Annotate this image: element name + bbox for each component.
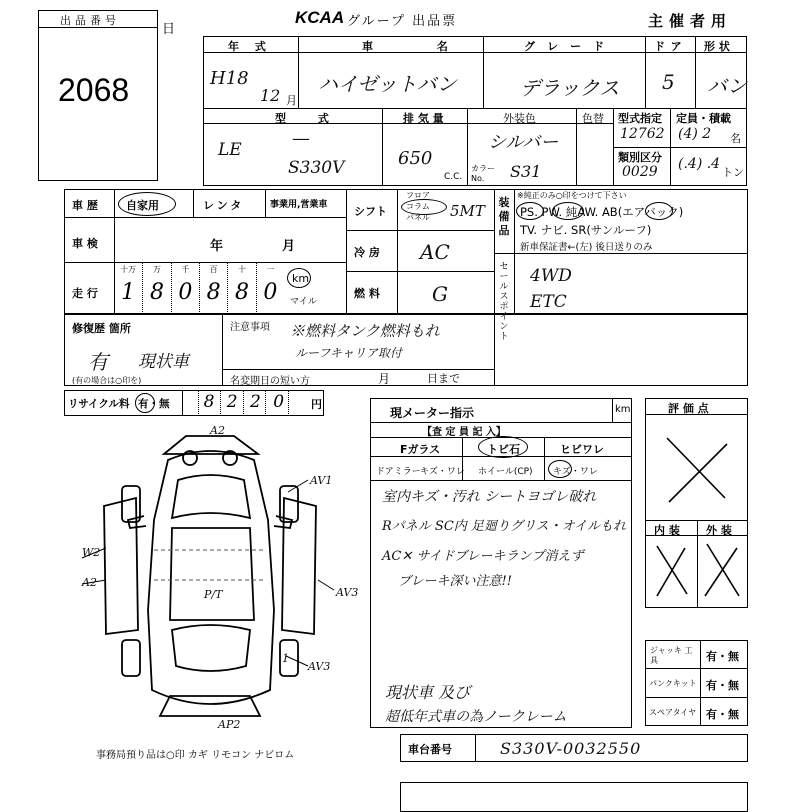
equipment-line3: 新車保証書←(左) 後日送りのみ — [520, 242, 653, 253]
ac-label: 冷 房 — [354, 246, 380, 259]
km-unit: km — [292, 272, 310, 285]
sales-point-label: セールスポイント — [499, 262, 509, 342]
divider — [182, 390, 183, 416]
yen-unit: 円 — [311, 398, 322, 411]
month-unit: 月 — [286, 94, 297, 107]
color-change-label: 色替 — [582, 112, 604, 125]
model-dash: — — [292, 128, 310, 149]
mark-ap2: AP2 — [218, 718, 241, 731]
divider — [494, 189, 495, 314]
inspection-year-unit: 年 — [210, 239, 224, 254]
car-name-value: ハイゼットバン — [318, 72, 457, 96]
mileage-place-label: 一 — [266, 265, 275, 274]
exterior-label: 外 装 — [706, 524, 732, 537]
divider — [494, 253, 748, 254]
shift-value: 5MT — [450, 202, 485, 220]
diagram-footer: 事務局預り品は○印 カギ リモコン ナビロム — [96, 750, 295, 761]
private-use: 自家用 — [126, 199, 159, 212]
body-type-value: バン — [707, 74, 747, 98]
repair-note: 現状車 — [138, 352, 189, 372]
color-no-label: カラーNo. — [471, 164, 495, 183]
wheel-scratch-circle — [548, 460, 572, 478]
mileage-digit-cell — [171, 262, 199, 314]
mark-av3-lower: AV3 — [308, 660, 331, 673]
private-use-circle — [118, 192, 176, 216]
mark-av1: AV1 — [310, 474, 333, 487]
door-mirror-label: ドアミラー — [376, 467, 421, 477]
divider — [382, 108, 383, 186]
km-circle — [287, 268, 311, 288]
mileage-label: 走 行 — [72, 287, 98, 300]
divider — [467, 108, 468, 186]
mileage-digit-cell — [114, 262, 142, 314]
mileage-digit: 8 — [149, 280, 164, 305]
equipment-line1: PS. PW. 純AW. AB(エアバック) — [520, 205, 684, 219]
grade-label: グレード — [524, 40, 616, 53]
cc-unit: C.C. — [444, 172, 463, 182]
car-diagram — [60, 420, 360, 740]
remark-4: ブレーキ深い注意!! — [398, 574, 512, 589]
divider — [645, 36, 646, 108]
type-designation-value: 12762 — [620, 126, 665, 142]
divider — [64, 217, 346, 218]
shift-panel: パネル — [406, 213, 430, 222]
body-type-label: 形 状 — [704, 40, 730, 53]
divider — [514, 189, 515, 314]
divider — [298, 36, 299, 108]
shift-label: シフト — [354, 205, 387, 218]
chassis-label: 車台番号 — [408, 743, 452, 756]
mileage-place-label: 千 — [181, 265, 190, 274]
model-label: 型 式 — [275, 112, 343, 125]
f-glass-label: Fガラス — [400, 443, 441, 456]
mileage-place-label: 十 — [237, 265, 246, 274]
mileage-digit: 0 — [263, 280, 278, 305]
divider — [265, 189, 266, 217]
spare-option: 有・無 — [706, 708, 739, 721]
lot-label: 出品番号 — [60, 14, 120, 27]
mark-a2-left: A2 — [82, 576, 97, 589]
doors-label: ドア — [654, 40, 688, 53]
capacity-people: (4) 2 — [678, 126, 712, 142]
divider — [222, 314, 223, 386]
short-period-label: 名変期日の短い方 — [230, 376, 310, 387]
inspection-label: 車 検 — [72, 237, 98, 250]
mileage-digit-cell — [256, 262, 284, 314]
mark-a2-top: A2 — [210, 424, 225, 437]
recycle-value: 8220 — [203, 392, 297, 412]
notes-label: 注意事項 — [230, 322, 270, 333]
meter-unit: km — [615, 404, 631, 415]
category-value: 0029 — [622, 164, 658, 180]
wheel-scratch-label: キズ・ワレ — [553, 467, 598, 477]
divider — [397, 189, 398, 314]
remark-1: 室内キズ・汚れ シートヨゴレ破れ — [382, 489, 597, 505]
puncture-option: 有・無 — [706, 679, 739, 692]
repair-hint: (有の場合は○印を) — [72, 376, 142, 385]
displacement-value: 650 — [398, 148, 433, 169]
lot-number: 2068 — [58, 72, 130, 108]
rental: レンタ — [203, 199, 245, 212]
divider — [612, 398, 613, 422]
color-no-value: S31 — [510, 162, 542, 181]
shift-column-circle — [401, 199, 447, 215]
capacity-load-unit: トン — [722, 166, 744, 179]
month-value: 12 — [260, 86, 281, 105]
mark-w2: W2 — [82, 546, 101, 559]
puncture-label: パンクキット — [649, 679, 697, 688]
divider — [203, 108, 747, 109]
divider — [475, 734, 476, 762]
spare-label: スペアタイヤ — [649, 708, 697, 717]
remark-3: AC✕ サイドブレーキランプ消えず — [382, 549, 584, 564]
mileage-digit: 8 — [234, 280, 249, 305]
capacity-people-unit: 名 — [730, 132, 741, 145]
fuel-value: G — [432, 282, 448, 306]
divider — [613, 147, 747, 148]
shift-column: コラム — [406, 202, 430, 211]
brand-logo: KCAA — [295, 8, 345, 27]
divider — [700, 640, 701, 726]
sales-point-line1: 4WD — [530, 266, 572, 286]
category-label: 類別区分 — [618, 151, 662, 164]
crack-label: ヒビワレ — [560, 443, 604, 456]
divider — [346, 271, 494, 272]
divider — [346, 230, 494, 231]
pw-circle — [552, 202, 584, 220]
notes-line1: ※燃料タンク燃料もれ — [290, 322, 440, 340]
divider — [645, 697, 748, 698]
mileage-digit-cell — [142, 262, 170, 314]
history-label: 車 歴 — [72, 199, 98, 212]
capacity-label: 定員・積載 — [676, 112, 731, 125]
notes-line2: ルーフキャリア取付 — [295, 346, 402, 360]
jack-label: ジャッキ 工具 — [650, 646, 693, 665]
exterior-color-value: シルバー — [488, 132, 559, 153]
divider — [193, 189, 194, 217]
grade-value: デラックス — [520, 76, 620, 100]
exterior-color-label: 外装色 — [503, 112, 536, 125]
mileage-digit: 8 — [206, 280, 221, 305]
year-label: 年 式 — [228, 40, 272, 53]
mark-pt: P/T — [204, 588, 223, 601]
remark-5: 現状車 及び — [385, 683, 471, 702]
mileage-digit: 1 — [121, 280, 136, 305]
divider — [370, 480, 632, 481]
type-designation-label: 型式指定 — [618, 112, 662, 125]
shift-floor: フロア — [406, 191, 430, 200]
ps-circle — [516, 202, 544, 220]
mileage-odometer — [114, 262, 284, 314]
inspection-month-unit: 月 — [282, 239, 296, 254]
equipment-label: 装備品 — [498, 196, 510, 237]
ab-circle — [645, 202, 673, 220]
equipment-line2: TV. ナビ. SR(サンルーフ) — [520, 223, 652, 237]
jack-option: 有・無 — [706, 650, 739, 663]
sales-point-line2: ETC — [530, 292, 567, 312]
interior-label: 内 装 — [654, 524, 680, 537]
mark-av3-right: AV3 — [336, 586, 359, 599]
organizer-label: 主催者用 — [648, 12, 733, 30]
short-period-day: 日まで — [427, 372, 460, 385]
year-value: H18 — [210, 68, 249, 89]
mileage-digit: 0 — [178, 280, 193, 305]
mileage-place-label: 万 — [152, 265, 161, 274]
mileage-place-label: 十万 — [120, 265, 137, 274]
mileage-place-label: 百 — [209, 265, 218, 274]
recycle-option: 有・無 — [138, 398, 170, 410]
wheel-label: ホイール(CP) — [478, 467, 533, 477]
day-label: 日 — [162, 22, 176, 37]
divider — [576, 108, 577, 186]
sheet-title: グループ 出品票 — [347, 14, 458, 29]
divider — [494, 314, 495, 386]
mileage-digit-cell — [227, 262, 255, 314]
mileage-digit-cell — [199, 262, 227, 314]
rating-cross-marks — [645, 398, 748, 608]
doors-value: 5 — [662, 70, 675, 94]
chip-circle — [478, 436, 528, 458]
divider — [544, 437, 545, 480]
car-name-label: 車 名 — [362, 40, 478, 53]
displacement-label: 排 気 量 — [403, 112, 444, 125]
repair-label: 修復歴 箇所 — [72, 322, 131, 335]
chassis-value: S330V-0032550 — [500, 739, 642, 758]
next-table — [400, 782, 748, 812]
rating-label: 評 価 点 — [668, 402, 709, 415]
model-prefix: LE — [218, 140, 242, 160]
remark-6: 超低年式車の為ノークレーム — [385, 709, 567, 725]
meter-label: 現メーター指示 — [390, 406, 475, 420]
fuel-label: 燃 料 — [354, 287, 380, 300]
mile-unit: マイル — [290, 297, 317, 307]
short-period-month: 月 — [378, 372, 391, 386]
divider — [483, 36, 484, 108]
ac-value: AC — [420, 240, 450, 264]
inspector-label: 【査 定 員 記 入】 — [422, 427, 506, 438]
divider — [645, 668, 748, 669]
recycle-amount — [198, 390, 310, 416]
recycle-label: リサイクル料 — [68, 398, 130, 410]
divider — [695, 36, 696, 108]
capacity-load: (.4) .4 — [678, 156, 721, 172]
remark-2: Rパネル SC内 足廻りグリス・オイルもれ — [382, 519, 626, 534]
repair-value: 有 — [88, 350, 108, 374]
equipment-note: ※純正のみ○印をつけて下さい — [517, 191, 627, 200]
chip-label: トビ石 — [487, 443, 520, 456]
divider — [346, 189, 347, 314]
business-use: 事業用,営業車 — [270, 200, 328, 210]
mark-1: 1 — [282, 652, 289, 665]
model-value: S330V — [288, 158, 345, 178]
scratch-label: キズ・ワレ — [420, 467, 465, 477]
recycle-yes-circle — [135, 393, 155, 413]
